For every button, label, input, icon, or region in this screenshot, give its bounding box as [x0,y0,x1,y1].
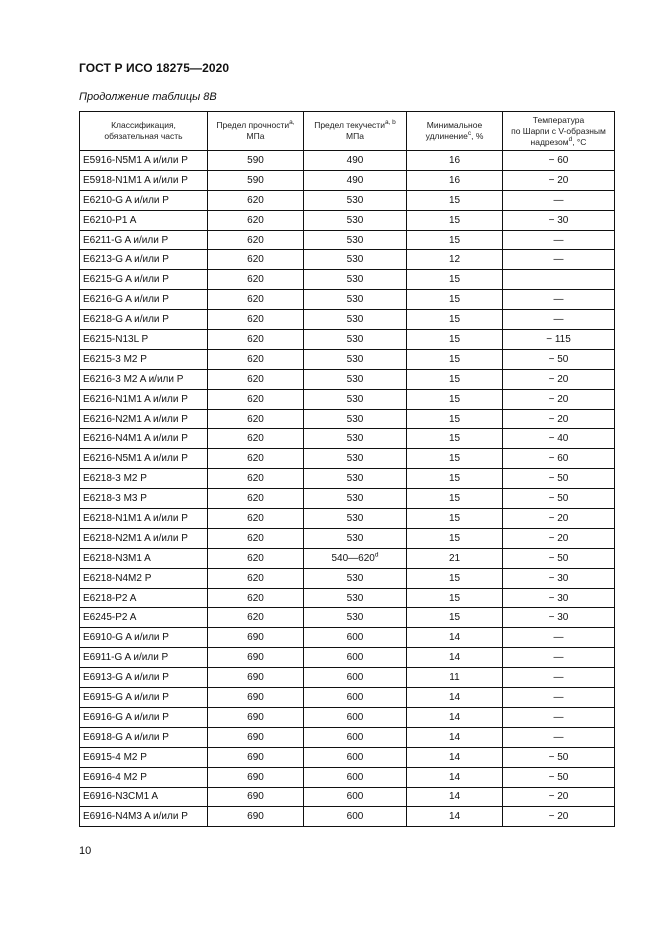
cell-yield-strength: 530 [304,568,407,588]
cell-yield-strength: 600 [304,727,407,747]
cell-yield-strength: 530 [304,409,407,429]
cell-yield-strength: 600 [304,707,407,727]
cell-classification: E6211-G A и/или P [80,230,208,250]
cell-elongation: 15 [407,469,503,489]
cell-classification: E6216-N4M1 A и/или P [80,429,208,449]
table-row [80,429,615,449]
cell-elongation: 15 [407,389,503,409]
cell-yield-strength: 530 [304,528,407,548]
cell-tensile-strength: 620 [208,330,304,350]
cell-charpy-temperature: − 60 [503,449,615,469]
cell-elongation: 14 [407,628,503,648]
cell-classification: E6216-N1M1 A и/или P [80,389,208,409]
table-caption: Продолжение таблицы 8В [79,91,217,103]
table-row [80,588,615,608]
cell-elongation: 21 [407,548,503,568]
table-row [80,190,615,210]
cell-tensile-strength: 620 [208,230,304,250]
cell-charpy-temperature: − 50 [503,747,615,767]
cell-elongation: 15 [407,270,503,290]
cell-charpy-temperature: − 115 [503,330,615,350]
cell-yield-strength: 600 [304,688,407,708]
cell-charpy-temperature [503,270,615,290]
cell-charpy-temperature: — [503,250,615,270]
header-charpy-temperature: Температура по Шарпи с V-образным надрезом$^d$, °С [503,112,615,151]
cell-elongation: 14 [407,727,503,747]
cell-charpy-temperature: − 50 [503,548,615,568]
cell-classification: E6218-N1M1 A и/или P [80,509,208,529]
table-row [80,250,615,270]
table-row [80,747,615,767]
cell-charpy-temperature: − 20 [503,509,615,529]
cell-tensile-strength: 620 [208,568,304,588]
cell-yield-strength: 530 [304,588,407,608]
cell-classification: E6218-G A и/или P [80,310,208,330]
cell-charpy-temperature: − 20 [503,807,615,827]
cell-elongation: 14 [407,648,503,668]
table-row [80,270,615,290]
table-row [80,688,615,708]
cell-charpy-temperature: − 50 [503,489,615,509]
table-row [80,469,615,489]
cell-charpy-temperature: — [503,290,615,310]
cell-classification: E6916-4 M2 P [80,767,208,787]
cell-tensile-strength: 620 [208,409,304,429]
cell-elongation: 15 [407,608,503,628]
cell-elongation: 15 [407,528,503,548]
cell-yield-strength: 530 [304,230,407,250]
cell-classification: E6916-G A и/или P [80,707,208,727]
cell-classification: E6216-3 M2 A и/или P [80,369,208,389]
table-row [80,528,615,548]
cell-elongation: 15 [407,429,503,449]
cell-elongation: 16 [407,151,503,171]
cell-charpy-temperature: — [503,628,615,648]
cell-tensile-strength: 620 [208,509,304,529]
cell-tensile-strength: 620 [208,429,304,449]
cell-tensile-strength: 690 [208,688,304,708]
cell-tensile-strength: 620 [208,489,304,509]
table-row [80,807,615,827]
cell-tensile-strength: 620 [208,250,304,270]
cell-charpy-temperature: − 20 [503,528,615,548]
table-row [80,707,615,727]
cell-charpy-temperature: — [503,707,615,727]
cell-yield-strength: 490 [304,151,407,171]
table-header-row [80,112,615,151]
cell-yield-strength: 530 [304,429,407,449]
cell-classification: E6916-N4M3 A и/или P [80,807,208,827]
cell-classification: E6913-G A и/или P [80,668,208,688]
table-row [80,230,615,250]
cell-elongation: 11 [407,668,503,688]
cell-tensile-strength: 690 [208,648,304,668]
cell-yield-strength: 600 [304,807,407,827]
table-row [80,151,615,171]
table-row [80,608,615,628]
cell-classification: E6215-N13L P [80,330,208,350]
table-row [80,210,615,230]
cell-charpy-temperature: − 30 [503,608,615,628]
table-row [80,330,615,350]
table-row [80,767,615,787]
cell-elongation: 12 [407,250,503,270]
cell-tensile-strength: 620 [208,210,304,230]
table-row [80,369,615,389]
cell-yield-strength: 600 [304,648,407,668]
cell-yield-strength: 530 [304,250,407,270]
cell-elongation: 15 [407,330,503,350]
cell-charpy-temperature: − 50 [503,469,615,489]
cell-yield-strength: 540—620$^d$ [304,548,407,568]
cell-charpy-temperature: − 40 [503,429,615,449]
table-row [80,648,615,668]
header-classification: Классификация, обязательная часть [80,112,208,151]
cell-charpy-temperature: − 50 [503,349,615,369]
cell-charpy-temperature: − 30 [503,210,615,230]
cell-elongation: 15 [407,349,503,369]
cell-tensile-strength: 620 [208,310,304,330]
cell-yield-strength: 530 [304,290,407,310]
table-row [80,290,615,310]
cell-yield-strength: 530 [304,389,407,409]
data-table [79,111,615,827]
cell-classification: E6216-N5M1 A и/или P [80,449,208,469]
table-row [80,349,615,369]
cell-tensile-strength: 590 [208,151,304,171]
cell-elongation: 15 [407,190,503,210]
cell-yield-strength: 530 [304,310,407,330]
cell-yield-strength: 530 [304,449,407,469]
cell-classification: E6218-N2M1 A и/или P [80,528,208,548]
table-row [80,668,615,688]
cell-yield-strength: 530 [304,489,407,509]
cell-elongation: 14 [407,747,503,767]
cell-charpy-temperature: − 30 [503,568,615,588]
cell-tensile-strength: 690 [208,807,304,827]
cell-elongation: 15 [407,588,503,608]
table-row [80,548,615,568]
cell-classification: E5916-N5M1 A и/или P [80,151,208,171]
table-row [80,389,615,409]
cell-classification: E6218-N3M1 A [80,548,208,568]
cell-charpy-temperature: — [503,310,615,330]
cell-tensile-strength: 620 [208,190,304,210]
cell-classification: E6218-3 M2 P [80,469,208,489]
cell-yield-strength: 490 [304,170,407,190]
cell-elongation: 15 [407,568,503,588]
cell-elongation: 15 [407,449,503,469]
cell-classification: E6210-G A и/или P [80,190,208,210]
cell-elongation: 16 [407,170,503,190]
cell-charpy-temperature: − 60 [503,151,615,171]
cell-tensile-strength: 690 [208,727,304,747]
cell-yield-strength: 530 [304,349,407,369]
cell-yield-strength: 530 [304,369,407,389]
table-row [80,310,615,330]
cell-classification: E6216-N2M1 A и/или P [80,409,208,429]
cell-yield-strength: 530 [304,469,407,489]
cell-charpy-temperature: − 20 [503,170,615,190]
cell-charpy-temperature: − 20 [503,389,615,409]
table-row [80,449,615,469]
cell-yield-strength: 530 [304,270,407,290]
cell-tensile-strength: 620 [208,449,304,469]
header-yield-strength: Предел текучести$^{a, b}$ МПа [304,112,407,151]
cell-yield-strength: 600 [304,767,407,787]
cell-classification: E6218-N4M2 P [80,568,208,588]
cell-yield-strength: 600 [304,747,407,767]
cell-charpy-temperature: − 50 [503,767,615,787]
cell-yield-strength: 600 [304,628,407,648]
cell-elongation: 14 [407,707,503,727]
cell-charpy-temperature: — [503,688,615,708]
cell-tensile-strength: 620 [208,290,304,310]
cell-tensile-strength: 620 [208,548,304,568]
cell-elongation: 15 [407,489,503,509]
cell-yield-strength: 600 [304,787,407,807]
cell-classification: E6213-G A и/или P [80,250,208,270]
cell-charpy-temperature: − 20 [503,409,615,429]
cell-classification: E6918-G A и/или P [80,727,208,747]
cell-tensile-strength: 690 [208,707,304,727]
document-title: ГОСТ Р ИСО 18275—2020 [79,61,230,75]
footnote-mark: d [374,551,379,559]
cell-charpy-temperature: − 30 [503,588,615,608]
cell-yield-strength: 530 [304,210,407,230]
cell-elongation: 14 [407,787,503,807]
table-row [80,170,615,190]
table-row [80,568,615,588]
cell-charpy-temperature: — [503,727,615,747]
cell-classification: E6215-3 M2 P [80,349,208,369]
cell-charpy-temperature: — [503,648,615,668]
cell-classification: E6915-G A и/или P [80,688,208,708]
table-row [80,727,615,747]
cell-charpy-temperature: − 20 [503,787,615,807]
cell-charpy-temperature: — [503,230,615,250]
cell-elongation: 15 [407,230,503,250]
cell-elongation: 15 [407,369,503,389]
cell-classification: E6216-G A и/или P [80,290,208,310]
cell-elongation: 15 [407,409,503,429]
cell-tensile-strength: 620 [208,469,304,489]
cell-tensile-strength: 620 [208,369,304,389]
cell-tensile-strength: 620 [208,528,304,548]
cell-tensile-strength: 620 [208,389,304,409]
cell-yield-strength: 530 [304,509,407,529]
table-row [80,628,615,648]
cell-classification: E6218-P2 A [80,588,208,608]
cell-tensile-strength: 690 [208,668,304,688]
cell-classification: E6910-G A и/или P [80,628,208,648]
cell-classification: E6210-P1 A [80,210,208,230]
cell-classification: E6215-G A и/или P [80,270,208,290]
cell-elongation: 15 [407,210,503,230]
cell-tensile-strength: 690 [208,787,304,807]
cell-elongation: 14 [407,807,503,827]
cell-charpy-temperature: — [503,190,615,210]
cell-tensile-strength: 620 [208,349,304,369]
page-number: 10 [79,845,92,857]
table-body [80,151,615,827]
header-tensile-strength: Предел прочности$^{a,}$ МПа [208,112,304,151]
table-row [80,409,615,429]
cell-yield-strength: 530 [304,190,407,210]
cell-classification: E6911-G A и/или P [80,648,208,668]
cell-yield-strength: 530 [304,330,407,350]
cell-elongation: 15 [407,509,503,529]
table-row [80,489,615,509]
cell-tensile-strength: 690 [208,747,304,767]
cell-elongation: 15 [407,290,503,310]
cell-tensile-strength: 620 [208,588,304,608]
cell-elongation: 14 [407,767,503,787]
cell-tensile-strength: 620 [208,270,304,290]
cell-classification: E6245-P2 A [80,608,208,628]
cell-classification: E6218-3 M3 P [80,489,208,509]
cell-elongation: 14 [407,688,503,708]
header-elongation: Минимальное удлинение$^c$, % [407,112,503,151]
cell-yield-strength: 600 [304,668,407,688]
cell-tensile-strength: 690 [208,767,304,787]
cell-charpy-temperature: − 20 [503,369,615,389]
cell-yield-strength: 530 [304,608,407,628]
cell-charpy-temperature: — [503,668,615,688]
cell-classification: E5918-N1M1 A и/или P [80,170,208,190]
cell-tensile-strength: 690 [208,628,304,648]
table-row [80,787,615,807]
cell-tensile-strength: 590 [208,170,304,190]
table-row [80,509,615,529]
cell-elongation: 15 [407,310,503,330]
cell-classification: E6915-4 M2 P [80,747,208,767]
cell-classification: E6916-N3CM1 A [80,787,208,807]
cell-tensile-strength: 620 [208,608,304,628]
